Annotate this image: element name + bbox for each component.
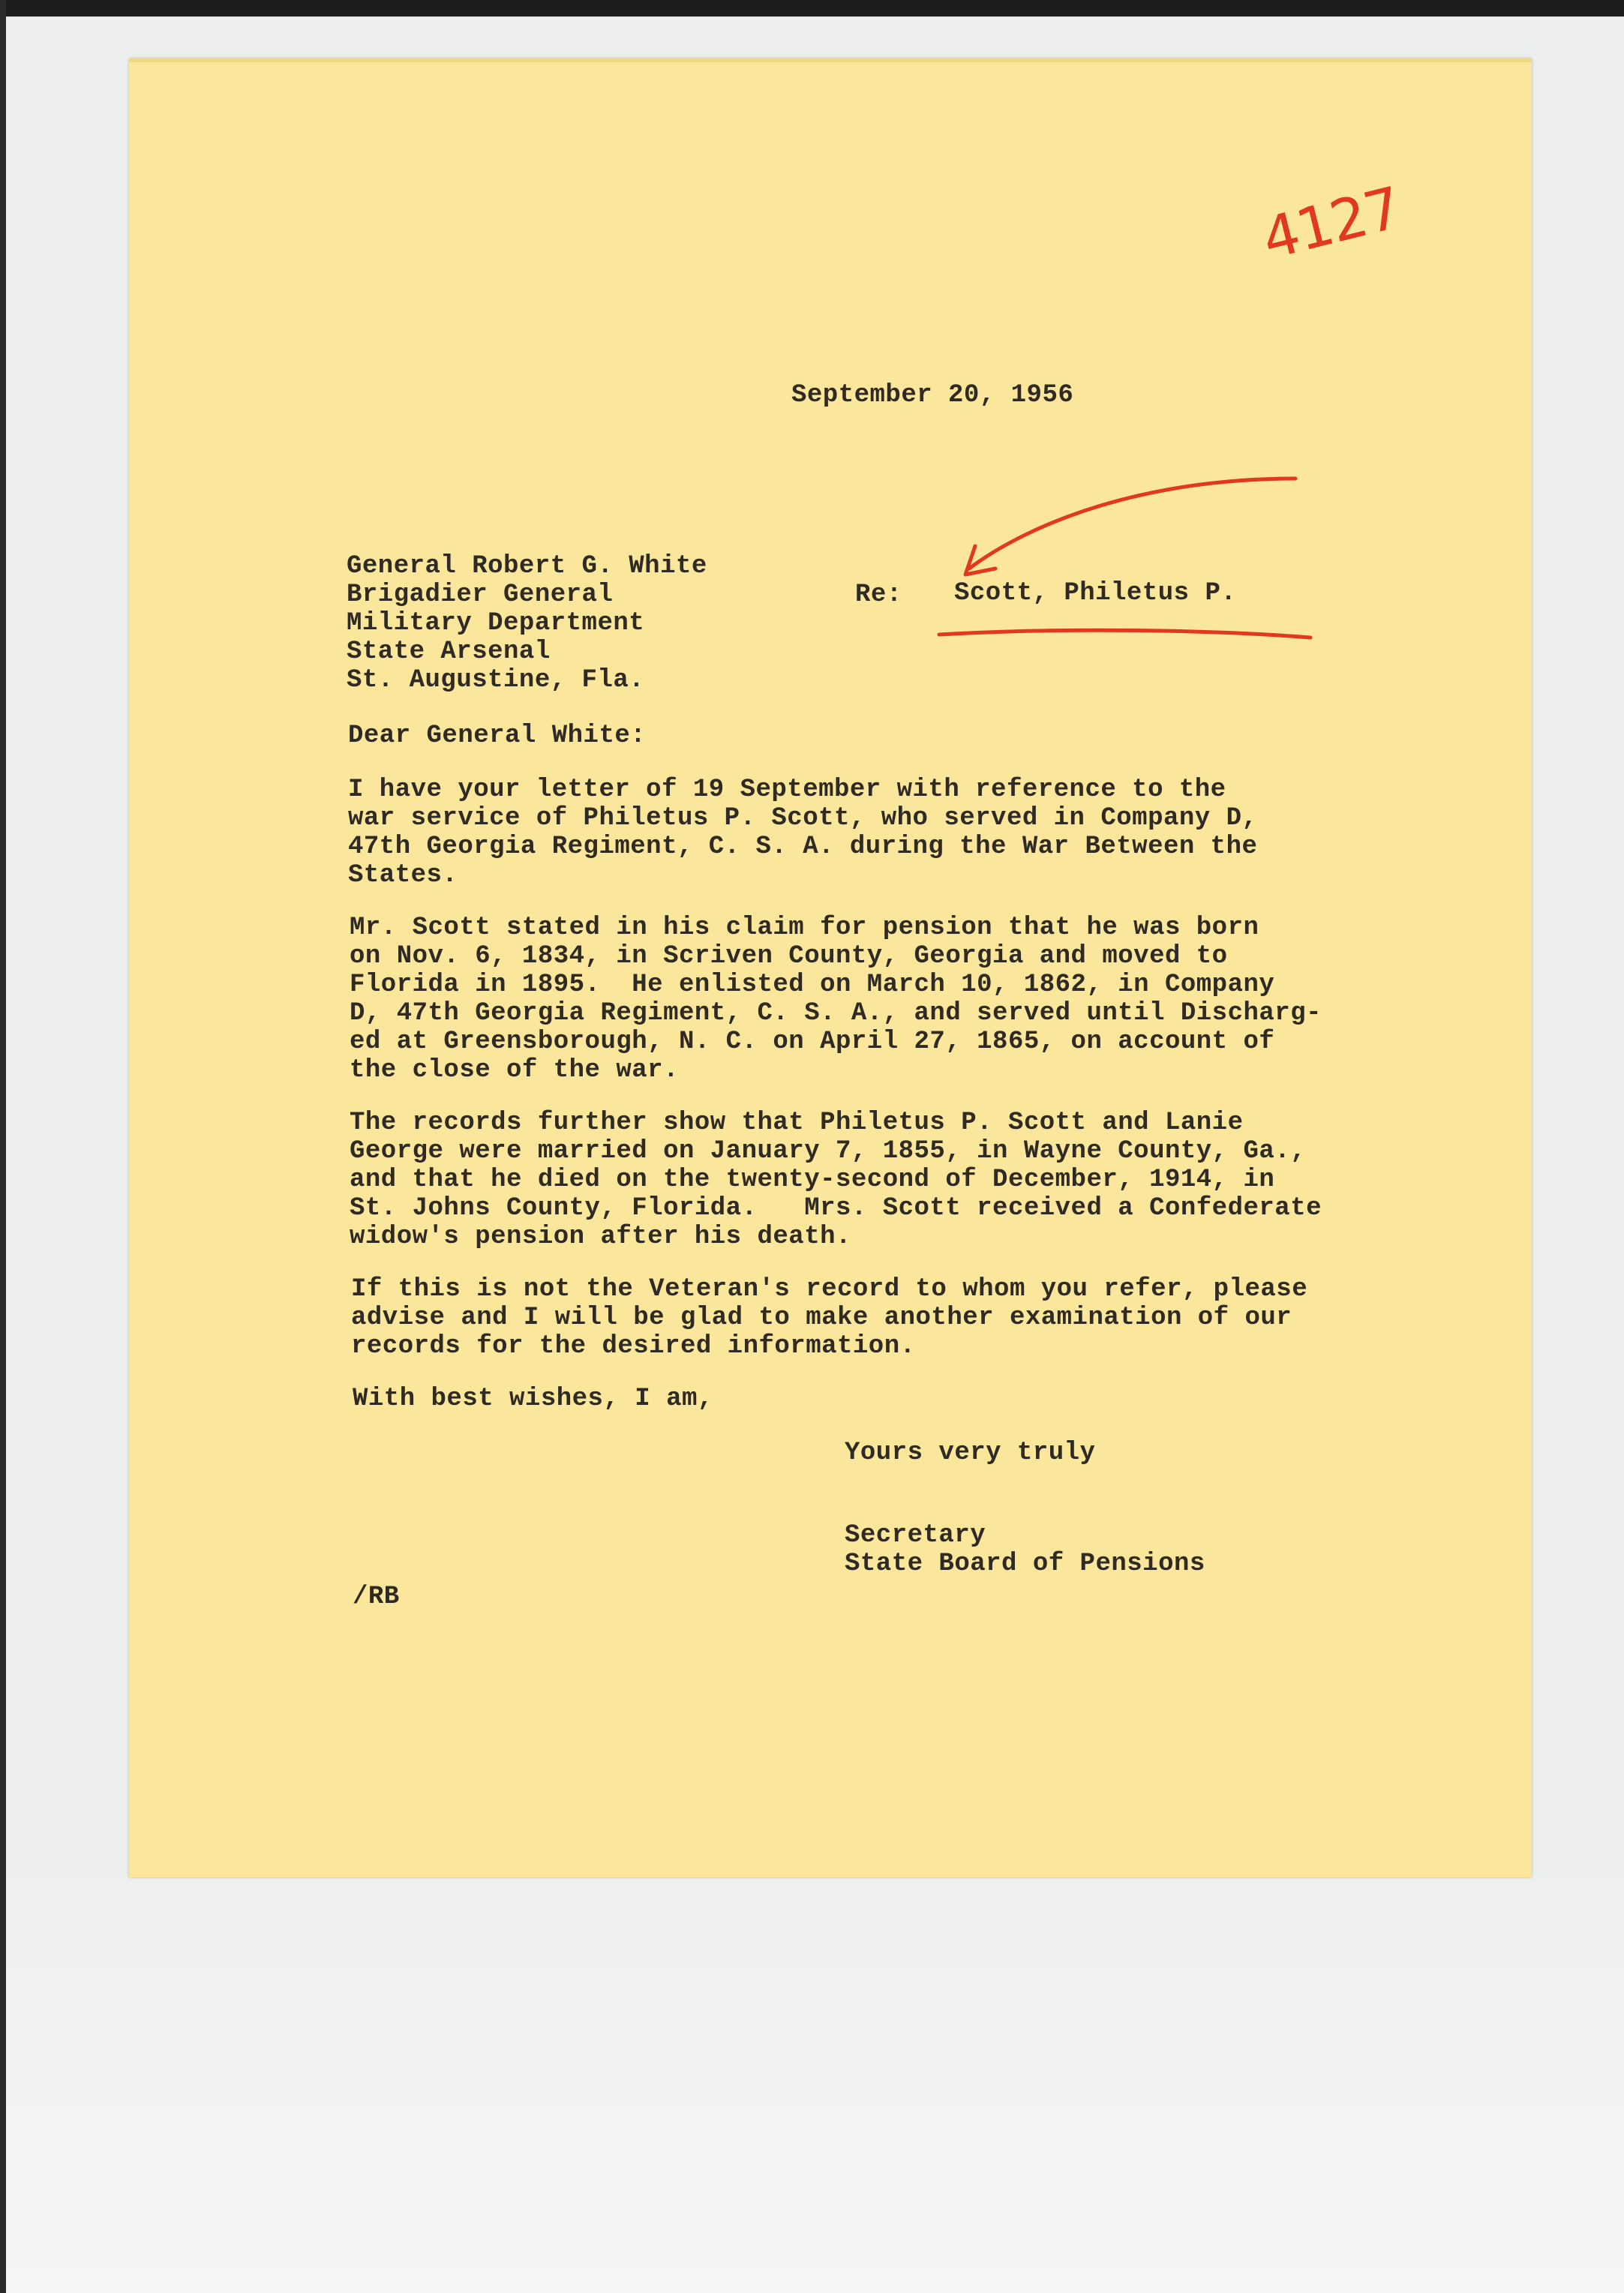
recipient-line-2: Brigadier General — [347, 581, 614, 609]
re-subject: Scott, Philetus P. — [954, 579, 1237, 608]
paragraph-1-line-3: 47th Georgia Regiment, C. S. A. during the War Between the — [348, 833, 1258, 861]
paragraph-2-line-1: Mr. Scott stated in his claim for pension that he was born — [350, 914, 1259, 942]
paragraph-3-line-5: widow's pension after his death. — [350, 1223, 851, 1251]
recipient-line-4: State Arsenal — [347, 638, 551, 666]
letter-date: September 20, 1956 — [791, 381, 1074, 410]
scanner-background — [6, 1875, 1624, 2293]
handwritten-file-number: 4127 — [1255, 173, 1407, 273]
paragraph-3-line-3: and that he died on the twenty-second of December, 1914, in — [350, 1166, 1275, 1194]
paragraph-4-line-2: advise and I will be glad to make another examination of our — [351, 1304, 1292, 1332]
closing-line: With best wishes, I am, — [353, 1385, 713, 1413]
paragraph-2-line-4: D, 47th Georgia Regiment, C. S. A., and served until Discharg- — [350, 999, 1322, 1028]
red-arrow-curve — [969, 479, 1295, 569]
paragraph-1-line-2: war service of Philetus P. Scott, who served in Company D, — [348, 804, 1258, 833]
signature-organization: State Board of Pensions — [845, 1550, 1205, 1578]
paragraph-2-line-6: the close of the war. — [350, 1056, 679, 1085]
red-underline — [939, 630, 1310, 638]
paragraph-4-line-3: records for the desired information. — [351, 1332, 916, 1361]
recipient-line-3: Military Department — [347, 609, 645, 638]
salutation: Dear General White: — [348, 722, 647, 750]
paragraph-1-line-4: States. — [348, 861, 458, 890]
re-label: Re: — [855, 581, 902, 609]
paragraph-2-line-5: ed at Greensborough, N. C. on April 27, 1865, on account of — [350, 1028, 1275, 1056]
signature-title: Secretary — [845, 1521, 986, 1550]
typist-initials: /RB — [353, 1583, 400, 1611]
complimentary-close: Yours very truly — [845, 1439, 1096, 1467]
paragraph-3-line-4: St. Johns County, Florida. Mrs. Scott received a Confederate — [350, 1194, 1322, 1223]
paragraph-3-line-1: The records further show that Philetus P. Scott and Lanie — [350, 1109, 1244, 1137]
letter-page — [129, 59, 1532, 1877]
recipient-line-5: St. Augustine, Fla. — [347, 666, 645, 695]
paragraph-2-line-2: on Nov. 6, 1834, in Scriven County, Georgia and moved to — [350, 942, 1228, 971]
paragraph-3-line-2: George were married on January 7, 1855, in Wayne County, Ga., — [350, 1137, 1307, 1166]
scanner-left-edge — [0, 0, 6, 2293]
paragraph-1-line-1: I have your letter of 19 September with reference to the — [348, 776, 1226, 804]
paragraph-2-line-3: Florida in 1895. He enlisted on March 10, 1862, in Company — [350, 971, 1275, 999]
recipient-line-1: General Robert G. White — [347, 552, 707, 581]
scanner-top-edge — [0, 0, 1624, 17]
paragraph-4-line-1: If this is not the Veteran's record to whom you refer, please — [351, 1275, 1308, 1304]
